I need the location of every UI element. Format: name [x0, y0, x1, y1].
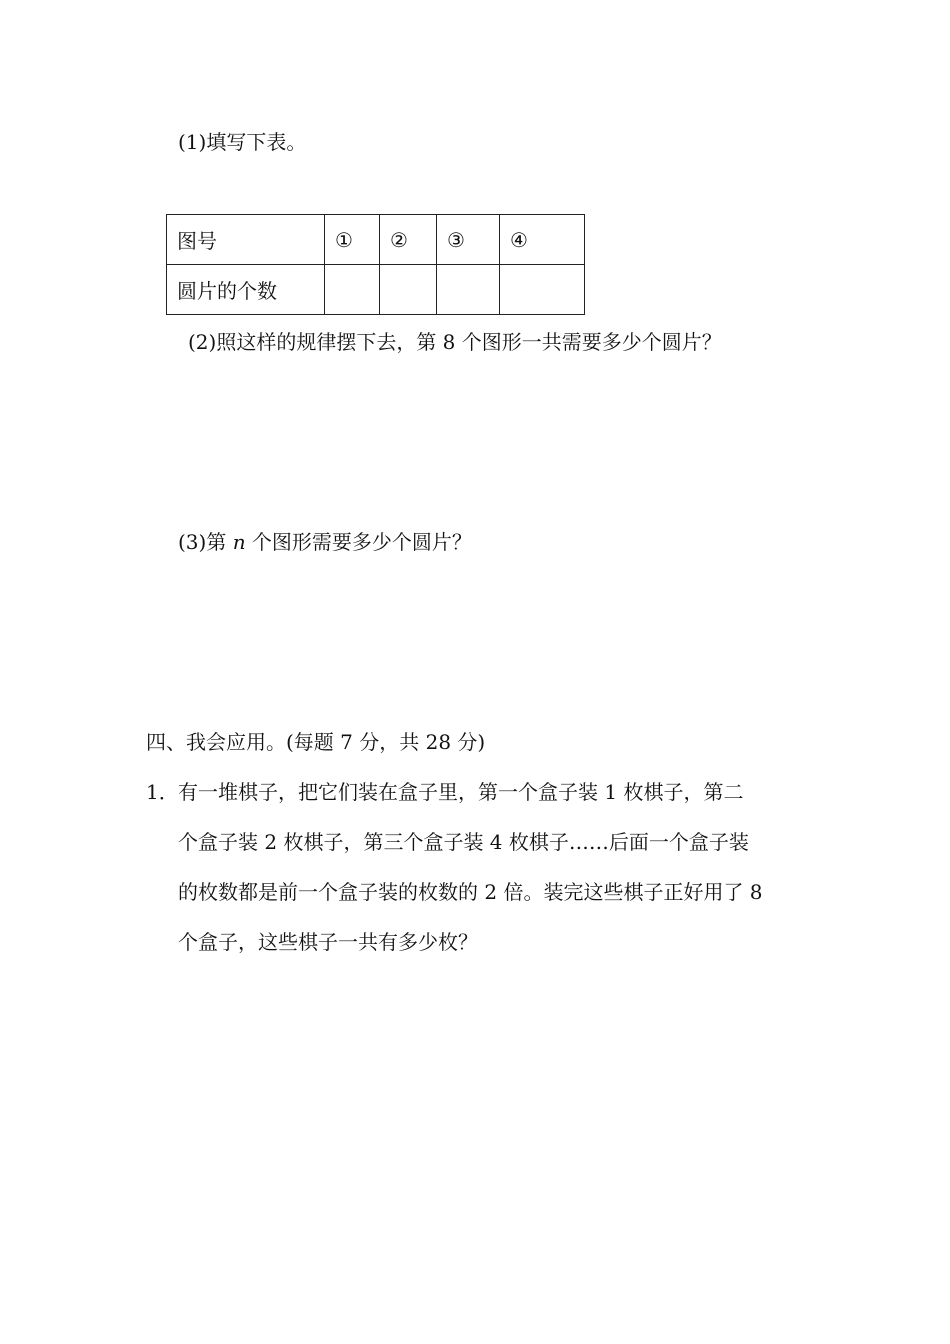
problem-1-line-2: 个盒子装 2 枚棋子，第三个盒子装 4 枚棋子……后面一个盒子装: [178, 830, 749, 854]
disc-count-cell-3[interactable]: [437, 265, 500, 315]
question-3-text-before: (3)第: [178, 530, 233, 554]
variable-n: n: [232, 530, 246, 554]
table-header-disc-count: 圆片的个数: [167, 265, 325, 315]
fill-in-table: [166, 214, 585, 315]
figure-label-2: ②: [380, 215, 437, 265]
disc-count-cell-2[interactable]: [380, 265, 437, 315]
question-3-text-after: 个图形需要多少个圆片？: [245, 530, 472, 554]
question-1-prompt: (1)填写下表。: [178, 130, 307, 154]
figure-label-1: ①: [325, 215, 380, 265]
table-header-figure-number: 图号: [167, 215, 325, 265]
table-row-disc-count: [167, 265, 585, 315]
figure-label-4: ④: [500, 215, 585, 265]
section-4-heading: 四、我会应用。(每题 7 分，共 28 分): [146, 730, 486, 754]
question-2-prompt: (2)照这样的规律摆下去，第 8 个图形一共需要多少个圆片？: [188, 330, 722, 354]
question-3-prompt: [178, 528, 472, 556]
problem-1-line-4: 个盒子，这些棋子一共有多少枚？: [178, 930, 478, 954]
problem-1-line-1: 有一堆棋子，把它们装在盒子里，第一个盒子装 1 枚棋子，第二: [178, 780, 744, 804]
table-row-figure-number: [167, 215, 585, 265]
figure-label-3: ③: [437, 215, 500, 265]
problem-1-number: 1．: [146, 780, 179, 804]
problem-1-line-3: 的枚数都是前一个盒子装的枚数的 2 倍。装完这些棋子正好用了 8: [178, 880, 763, 904]
disc-count-cell-4[interactable]: [500, 265, 585, 315]
disc-count-cell-1[interactable]: [325, 265, 380, 315]
